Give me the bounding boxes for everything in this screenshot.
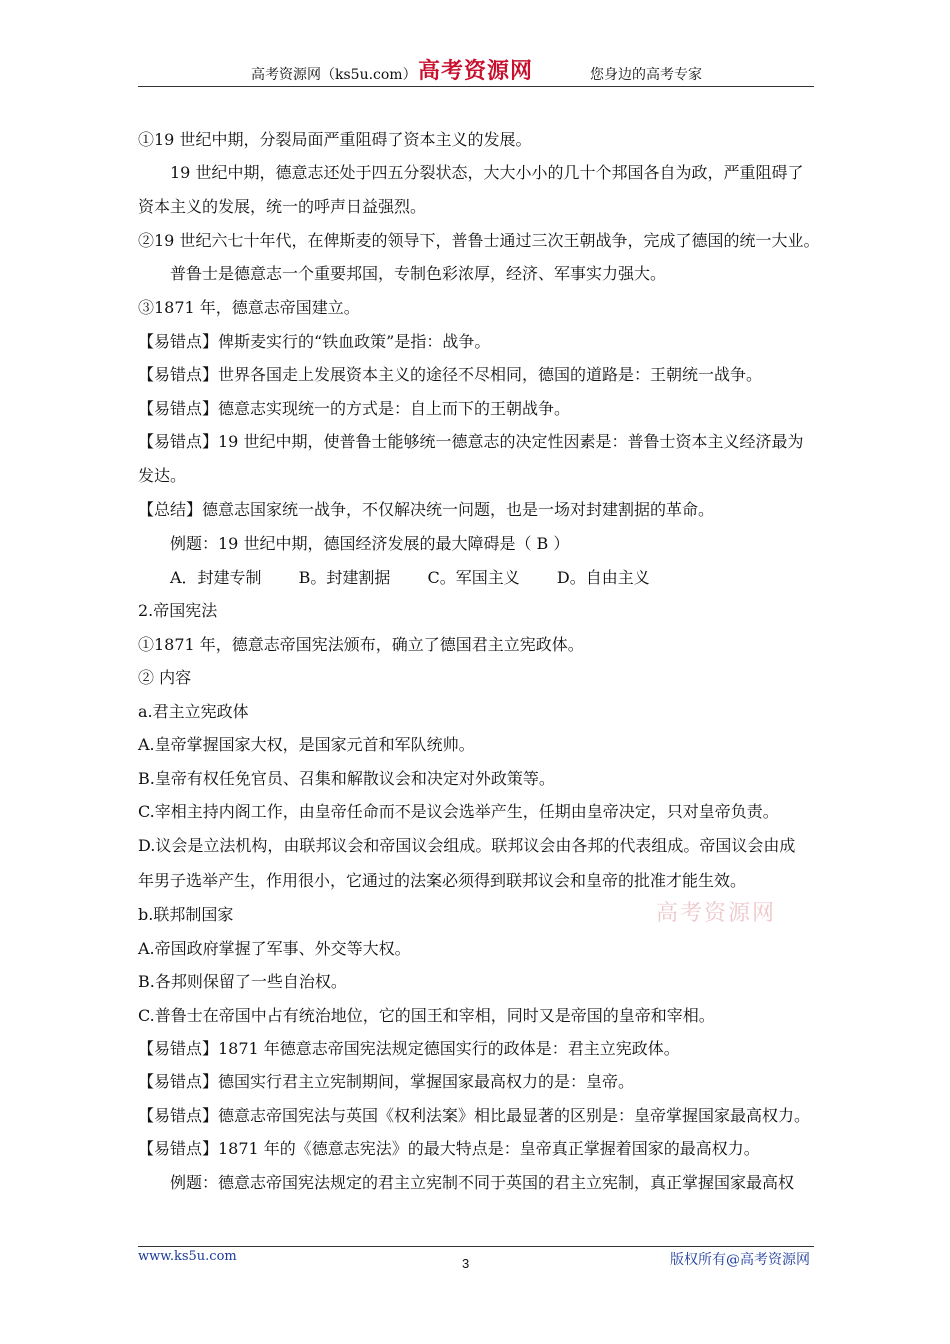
text-line: 资本主义的发展，统一的呼声日益强烈。	[138, 197, 427, 216]
error-point: 【易错点】德国实行君主立宪制期间，掌握国家最高权力的是：皇帝。	[138, 1072, 635, 1091]
option-c: C。军国主义	[427, 568, 520, 587]
error-point: 【易错点】世界各国走上发展资本主义的途径不尽相同，德国的道路是：王朝统一战争。	[138, 365, 763, 384]
error-point: 【易错点】1871 年的《德意志宪法》的最大特点是：皇帝真正掌握着国家的最高权力。	[138, 1139, 760, 1158]
text-line: ②19 世纪六七十年代，在俾斯麦的领导下，普鲁士通过三次王朝战争，完成了德国的统一大业。	[138, 231, 820, 250]
header-logo: 高考资源网	[418, 58, 534, 84]
page-number: 3	[462, 1256, 470, 1271]
text-line: 年男子选举产生，作用很小，它通过的法案必须得到联邦议会和皇帝的批准才能生效。	[138, 871, 747, 890]
header-site-name: 高考资源网（ks5u.com）	[251, 67, 417, 83]
text-line: ③1871 年，德意志帝国建立。	[138, 298, 360, 317]
error-point: 【易错点】德意志实现统一的方式是：自上而下的王朝战争。	[138, 399, 571, 418]
option-b: B。封建割据	[298, 568, 391, 587]
example-question: 例题：德意志帝国宪法规定的君主立宪制不同于英国的君主立宪制，真正掌握国家最高权	[170, 1173, 795, 1192]
error-point: 【易错点】19 世纪中期，使普鲁士能够统一德意志的决定性因素是：普鲁士资本主义经济最为	[138, 432, 804, 451]
example-question: 例题：19 世纪中期，德国经济发展的最大障碍是（ B ）	[170, 534, 570, 553]
footer-copyright: 版权所有@高考资源网	[670, 1252, 810, 1268]
text-line: ①1871 年，德意志帝国宪法颁布，确立了德国君主立宪政体。	[138, 635, 584, 654]
text-line: ①19 世纪中期，分裂局面严重阻碍了资本主义的发展。	[138, 130, 532, 149]
summary-line: 【总结】德意志国家统一战争，不仅解决统一问题，也是一场对封建割据的革命。	[138, 500, 715, 519]
answer-options	[170, 568, 682, 588]
option-a: A．封建专制	[170, 568, 262, 587]
subheading: a.君主立宪政体	[138, 702, 249, 721]
option-d: D。自由主义	[556, 568, 650, 587]
section-heading: 2.帝国宪法	[138, 601, 218, 620]
text-line: D.议会是立法机构，由联邦议会和帝国议会组成。联邦议会由各邦的代表组成。帝国议会由成	[138, 836, 796, 855]
page-header	[138, 60, 814, 87]
error-point: 【易错点】德意志帝国宪法与英国《权利法案》相比最显著的区别是：皇帝掌握国家最高权力。	[138, 1106, 811, 1125]
error-point: 【易错点】1871 年德意志帝国宪法规定德国实行的政体是：君主立宪政体。	[138, 1039, 680, 1058]
text-line: C.普鲁士在帝国中占有统治地位，它的国王和宰相，同时又是帝国的皇帝和宰相。	[138, 1006, 715, 1025]
error-point: 【易错点】俾斯麦实行的“铁血政策”是指：战争。	[138, 332, 491, 351]
text-line: C.宰相主持内阁工作，由皇帝任命而不是议会选举产生，任期由皇帝决定，只对皇帝负责。	[138, 802, 779, 821]
text-line: ② 内容	[138, 668, 192, 687]
text-line: 19 世纪中期，德意志还处于四五分裂状态，大大小小的几十个邦国各自为政，严重阻碍了	[170, 163, 804, 182]
text-line: 发达。	[138, 466, 187, 485]
text-line: B.各邦则保留了一些自治权。	[138, 972, 347, 991]
page-footer	[138, 1246, 814, 1268]
text-line: A.皇帝掌握国家大权，是国家元首和军队统帅。	[138, 735, 475, 754]
text-line: A.帝国政府掌握了军事、外交等大权。	[138, 939, 411, 958]
header-slogan: 您身边的高考专家	[590, 67, 702, 83]
text-line: 普鲁士是德意志一个重要邦国，专制色彩浓厚，经济、军事实力强大。	[170, 264, 667, 283]
text-line: B.皇帝有权任免官员、召集和解散议会和决定对外政策等。	[138, 769, 555, 788]
watermark: 高考资源网	[656, 901, 777, 926]
subheading: b.联邦制国家	[138, 905, 234, 924]
footer-url[interactable]: www.ks5u.com	[138, 1249, 237, 1264]
